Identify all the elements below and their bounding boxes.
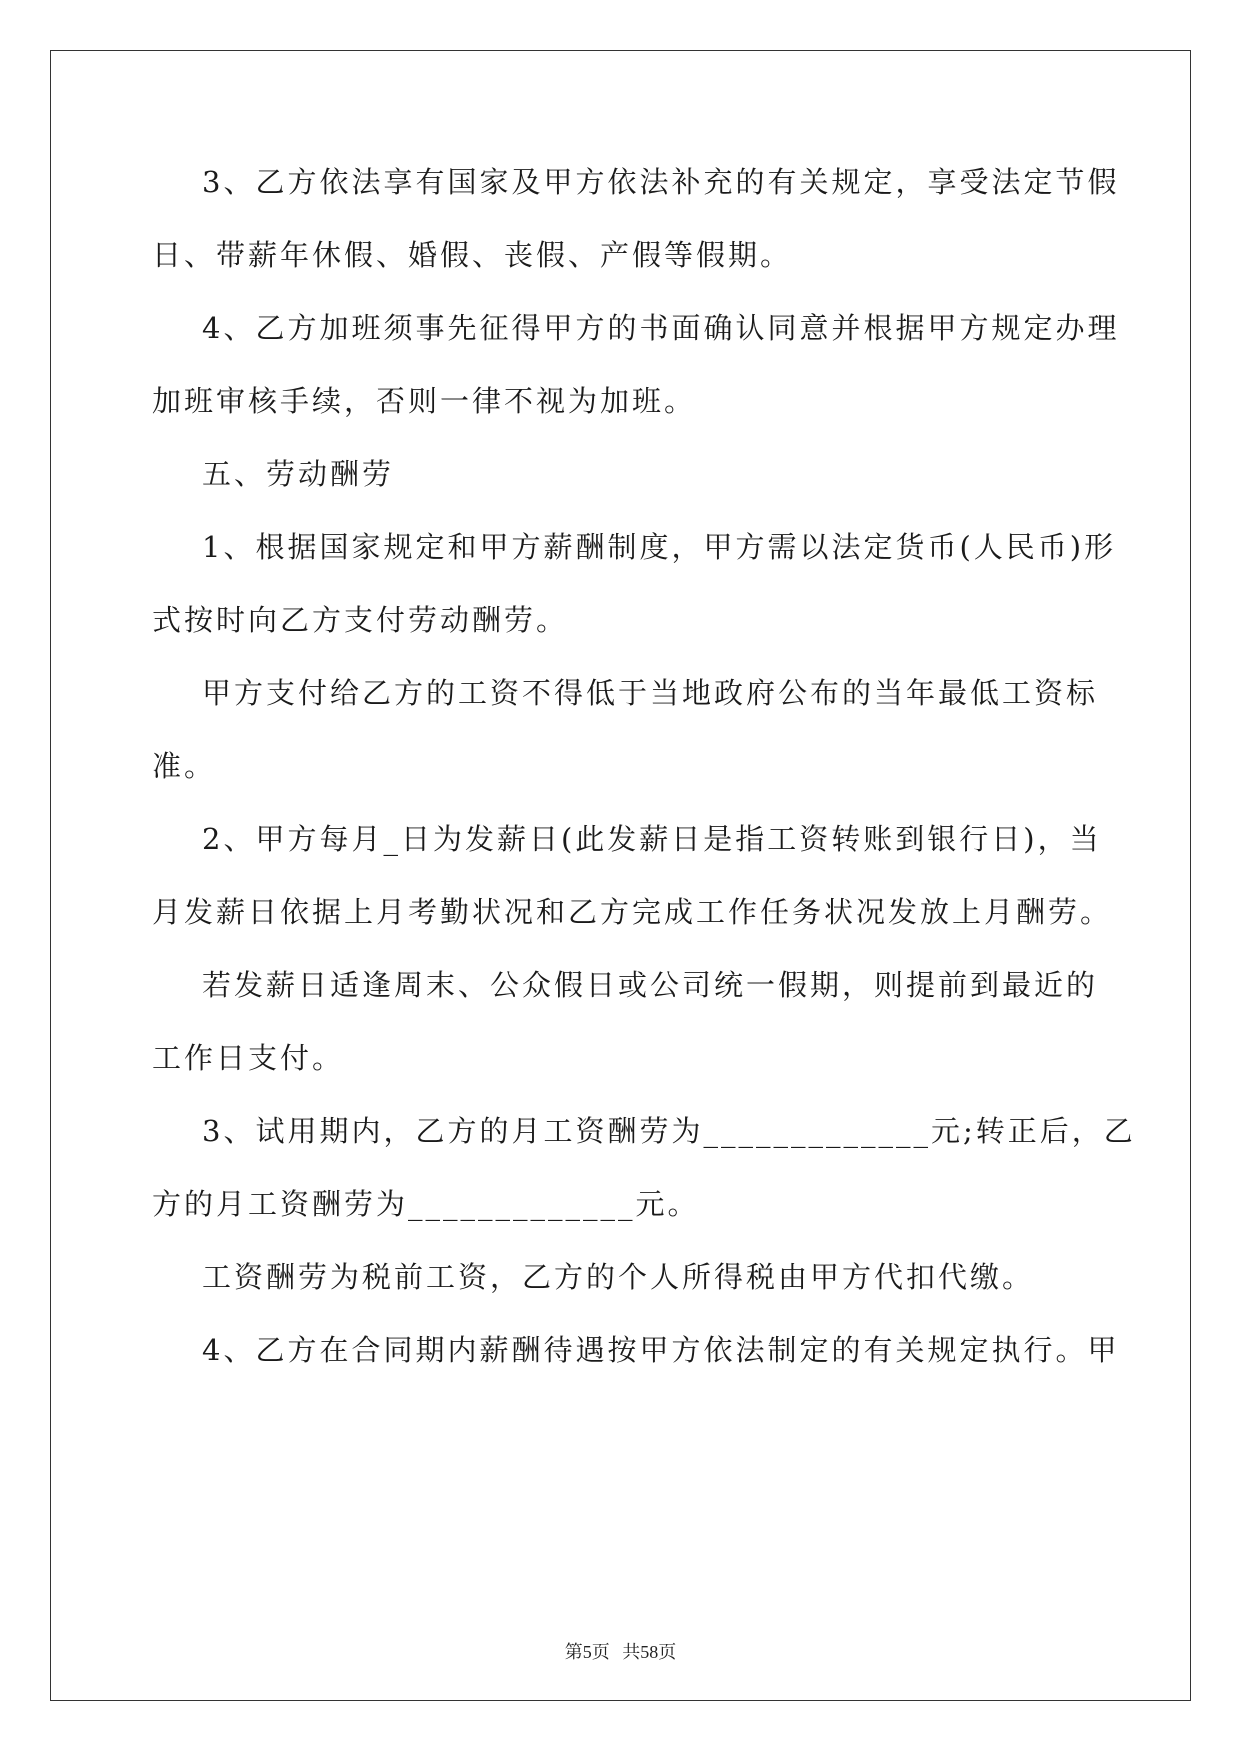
text-line: 加班审核手续，否则一律不视为加班。 bbox=[152, 384, 697, 418]
text-line: 3、试用期内，乙方的月工资酬劳为_____________元;转正后，乙 bbox=[202, 1114, 1136, 1148]
text-line: 准。 bbox=[152, 749, 217, 783]
text-line: 方的月工资酬劳为_____________元。 bbox=[152, 1187, 700, 1221]
text-line: 工作日支付。 bbox=[152, 1041, 345, 1075]
page-border bbox=[50, 50, 1191, 1701]
page-total: 共58页 bbox=[622, 1642, 677, 1662]
text-line: 月发薪日依据上月考勤状况和乙方完成工作任务状况发放上月酬劳。 bbox=[152, 895, 1113, 929]
text-line: 3、乙方依法享有国家及甲方依法补充的有关规定，享受法定节假 bbox=[202, 165, 1120, 199]
text-line: 工资酬劳为税前工资，乙方的个人所得税由甲方代扣代缴。 bbox=[202, 1260, 1035, 1294]
text-line: 若发薪日适逢周末、公众假日或公司统一假期，则提前到最近的 bbox=[202, 968, 1099, 1002]
text-line: 日、带薪年休假、婚假、丧假、产假等假期。 bbox=[152, 238, 793, 272]
text-line: 2、甲方每月_日为发薪日(此发薪日是指工资转账到银行日)，当 bbox=[202, 822, 1102, 856]
text-line: 4、乙方加班须事先征得甲方的书面确认同意并根据甲方规定办理 bbox=[202, 311, 1120, 345]
page-footer bbox=[0, 1638, 1241, 1664]
page-number: 第5页 bbox=[564, 1642, 610, 1662]
text-line: 甲方支付给乙方的工资不得低于当地政府公布的当年最低工资标 bbox=[202, 676, 1099, 710]
text-line: 4、乙方在合同期内薪酬待遇按甲方依法制定的有关规定执行。甲 bbox=[202, 1333, 1120, 1367]
text-line: 式按时向乙方支付劳动酬劳。 bbox=[152, 603, 569, 637]
text-line: 1、根据国家规定和甲方薪酬制度，甲方需以法定货币(人民币)形 bbox=[202, 530, 1117, 564]
section-heading: 五、劳动酬劳 bbox=[202, 457, 395, 491]
